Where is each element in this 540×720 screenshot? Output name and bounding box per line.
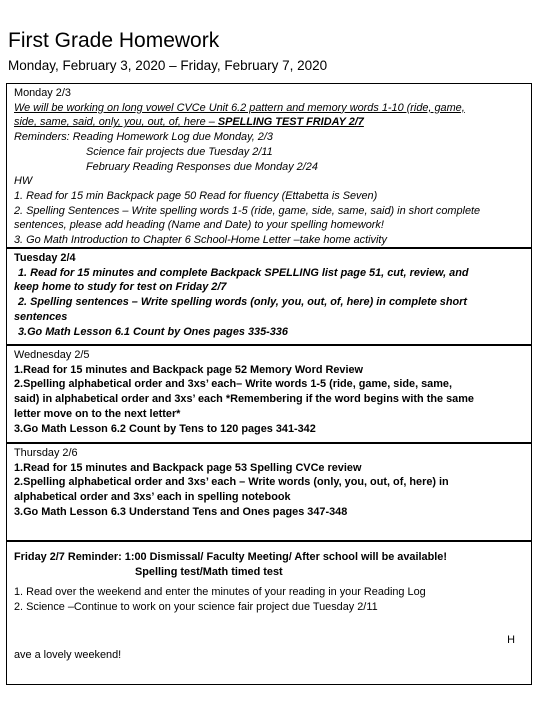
homework-item: 2.Spelling alphabetical order and 3xs’ each– Write words 1-5 (ride, game, side, same, — [14, 378, 453, 391]
homework-item: 1.Read for 15 minutes and Backpack page 53 Spelling CVCe review — [14, 461, 362, 474]
date-range: Monday, February 3, 2020 – Friday, February 7, 2020 — [8, 58, 328, 73]
friday-reminder-continued: Spelling test/Math timed test — [135, 565, 283, 578]
homework-item: 1. Read over the weekend and enter the minutes of your reading in your Reading Log — [14, 586, 426, 599]
reminder-row-1 — [14, 130, 525, 145]
thursday-heading: Thursday 2/6 — [14, 447, 78, 459]
homework-item-continued: letter move on to the next letter* — [14, 407, 181, 420]
homework-item-continued: alphabetical order and 3xs’ each in spelling notebook — [14, 491, 291, 504]
monday-intro-line1: We will be working on long vowel CVCe Unit 6.2 pattern and memory words 1-10 (ride, game, — [14, 101, 465, 114]
homework-item: 3.Go Math Lesson 6.2 Count by Tens to 120 pages 341-342 — [14, 422, 316, 435]
homework-item-continued: sentences — [14, 310, 68, 323]
homework-item: 2. Spelling Sentences – Write spelling words 1-5 (ride, game, side, same, said) in short complete — [14, 204, 481, 217]
homework-item: 1.Read for 15 minutes and Backpack page 52 Memory Word Review — [14, 363, 364, 376]
homework-item: 1. Read for 15 min Backpack page 50 Read for fluency (Ettabetta is Seven) — [14, 189, 378, 202]
reminder-item: Reading Homework Log due Monday, 2/3 — [72, 131, 273, 144]
tuesday-heading: Tuesday 2/4 — [14, 252, 76, 264]
homework-item: 2. Spelling sentences – Write spelling words (only, you, out, of, here) in complete short — [18, 296, 468, 309]
homework-item-continued: sentences, please add heading (Name and Date) to your spelling homework! — [14, 219, 384, 232]
homework-item-continued: said) in alphabetical order and 3xs’ each *Remembering if the word begins with the same — [14, 393, 474, 406]
wednesday-heading: Wednesday 2/5 — [14, 349, 90, 361]
monday-intro-line2 — [14, 115, 525, 130]
closing-initial: H — [507, 634, 515, 646]
wednesday-section — [6, 345, 532, 443]
reminder-item: Science fair projects due Tuesday 2/11 — [86, 145, 273, 158]
hw-label: HW — [14, 175, 33, 188]
homework-item: 3. Go Math Introduction to Chapter 6 School-Home Letter –take home activity — [14, 234, 387, 247]
monday-section — [6, 83, 532, 248]
homework-item: 3.Go Math Lesson 6.1 Count by Ones pages 335-336 — [18, 325, 288, 338]
thursday-section — [6, 443, 532, 541]
friday-section — [6, 541, 532, 685]
spelling-test-notice: SPELLING TEST FRIDAY 2/7 — [217, 116, 364, 129]
homework-item: 2.Spelling alphabetical order and 3xs’ each – Write words (only, you, out, of, here) in — [14, 476, 449, 489]
monday-heading: Monday 2/3 — [14, 87, 71, 99]
closing-message: ave a lovely weekend! — [14, 649, 122, 661]
reminder-item: February Reading Responses due Monday 2/24 — [86, 160, 318, 173]
reminders-label: Reminders: — [14, 131, 70, 144]
friday-reminder: Friday 2/7 Reminder: 1:00 Dismissal/ Faculty Meeting/ After school will be available! — [14, 551, 447, 563]
homework-item-continued: keep home to study for test on Friday 2/7 — [14, 281, 227, 294]
homework-item: 1. Read for 15 minutes and complete Backpack SPELLING list page 51, cut, review, and — [18, 266, 469, 279]
homework-item: 3.Go Math Lesson 6.3 Understand Tens and Ones pages 347-348 — [14, 505, 348, 518]
page-title: First Grade Homework — [8, 29, 220, 52]
tuesday-section — [6, 248, 532, 345]
homework-item: 2. Science –Continue to work on your science fair project due Tuesday 2/11 — [14, 601, 378, 614]
monday-intro-words: side, same, said, only, you, out, of, here – — [14, 116, 218, 129]
